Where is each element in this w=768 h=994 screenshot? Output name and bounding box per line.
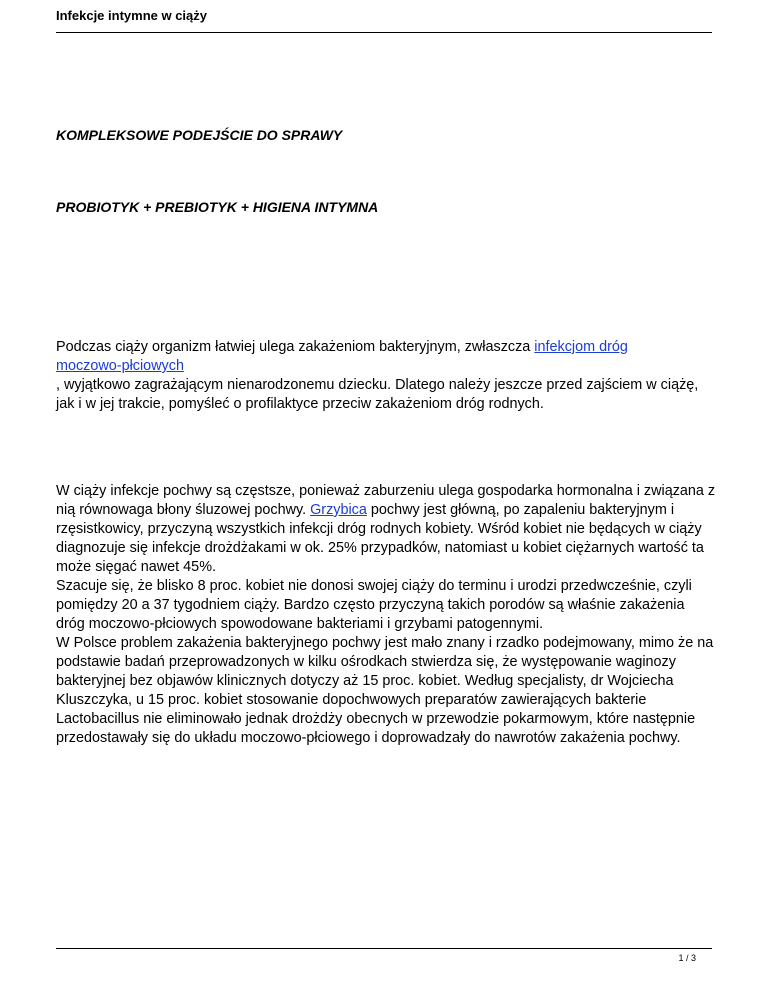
page-number: 1 / 3: [678, 953, 696, 963]
heading-approach: KOMPLEKSOWE PODEJŚCIE DO SPRAWY: [56, 127, 343, 143]
header-divider: [56, 32, 712, 33]
paragraph-intro-text-2: , wyjątkowo zagrażającym nienarodzonemu dziecku. Dlatego należy jeszcze przed zajściem w ciążę, jak i w jej trakcie, pomyśleć o profilaktyce przeciw zakażeniom dróg rodnych.: [56, 377, 699, 412]
paragraph-main-poland: W Polsce problem zakażenia bakteryjnego pochwy jest mało znany i rzadko podejmowany, mimo że na podstawie badań przeprowadzonych w kilku ośrodkach stwierdza się, że występowanie waginozy bakteryjnej bez objawów klinicznych dotyczy aż 15 proc. kobiet. Według specjalisty, dr Wojciecha Kluszczyka, u 15 proc. kobiet stosowanie dopochwowych preparatów zawierających bakterie Lactobacillus nie eliminowało jednak drożdży obecnych w przewodzie pokarmowym, które następnie przedostawały się do układu moczowo-płciowego i doprowadzały do nawrotów zakażenia pochwy.: [56, 635, 714, 746]
paragraph-intro: [56, 338, 716, 414]
paragraph-main: [56, 482, 716, 748]
link-grzybica[interactable]: Grzybica: [310, 502, 367, 518]
heading-formula: PROBIOTYK + PREBIOTYK + HIGIENA INTYMNA: [56, 199, 379, 215]
paragraph-main-text-2: pochwy jest główną, po zapaleniu bakteryjnym i rzęsistkowicy, przyczyną wszystkich infekcji dróg rodnych kobiety. Wśród kobiet nie będących w ciąży diagnozuje się infekcje drożdżakami w ok. 25% przypadków, natomiast u kobiet ciężarnych wartość ta może sięgać nawet 45%.: [56, 502, 704, 575]
paragraph-main-stats: Szacuje się, że blisko 8 proc. kobiet nie donosi swojej ciąży do terminu i urodzi przedwcześnie, czyli pomiędzy 20 a 37 tygodniem ciąży. Bardzo często przyczyną takich porodów są właśnie zakażenia dróg moczowo-płciowych spowodowane bakteriami i grzybami patogennymi.: [56, 578, 692, 632]
footer-divider: [56, 948, 712, 949]
page-header-title: Infekcje intymne w ciąży: [56, 8, 208, 23]
link-urinary-infections-line2[interactable]: moczowo-płciowych: [56, 358, 184, 374]
paragraph-intro-text-1: Podczas ciąży organizm łatwiej ulega zakażeniom bakteryjnym, zwłaszcza: [56, 339, 535, 355]
paragraph-main-text-1: W ciąży infekcje pochwy są częstsze, ponieważ zaburzeniu ulega gospodarka hormonalna i związana z nią równowaga błony śluzowej pochwy.: [56, 483, 716, 518]
link-urinary-infections-line1[interactable]: infekcjom dróg: [534, 339, 628, 355]
